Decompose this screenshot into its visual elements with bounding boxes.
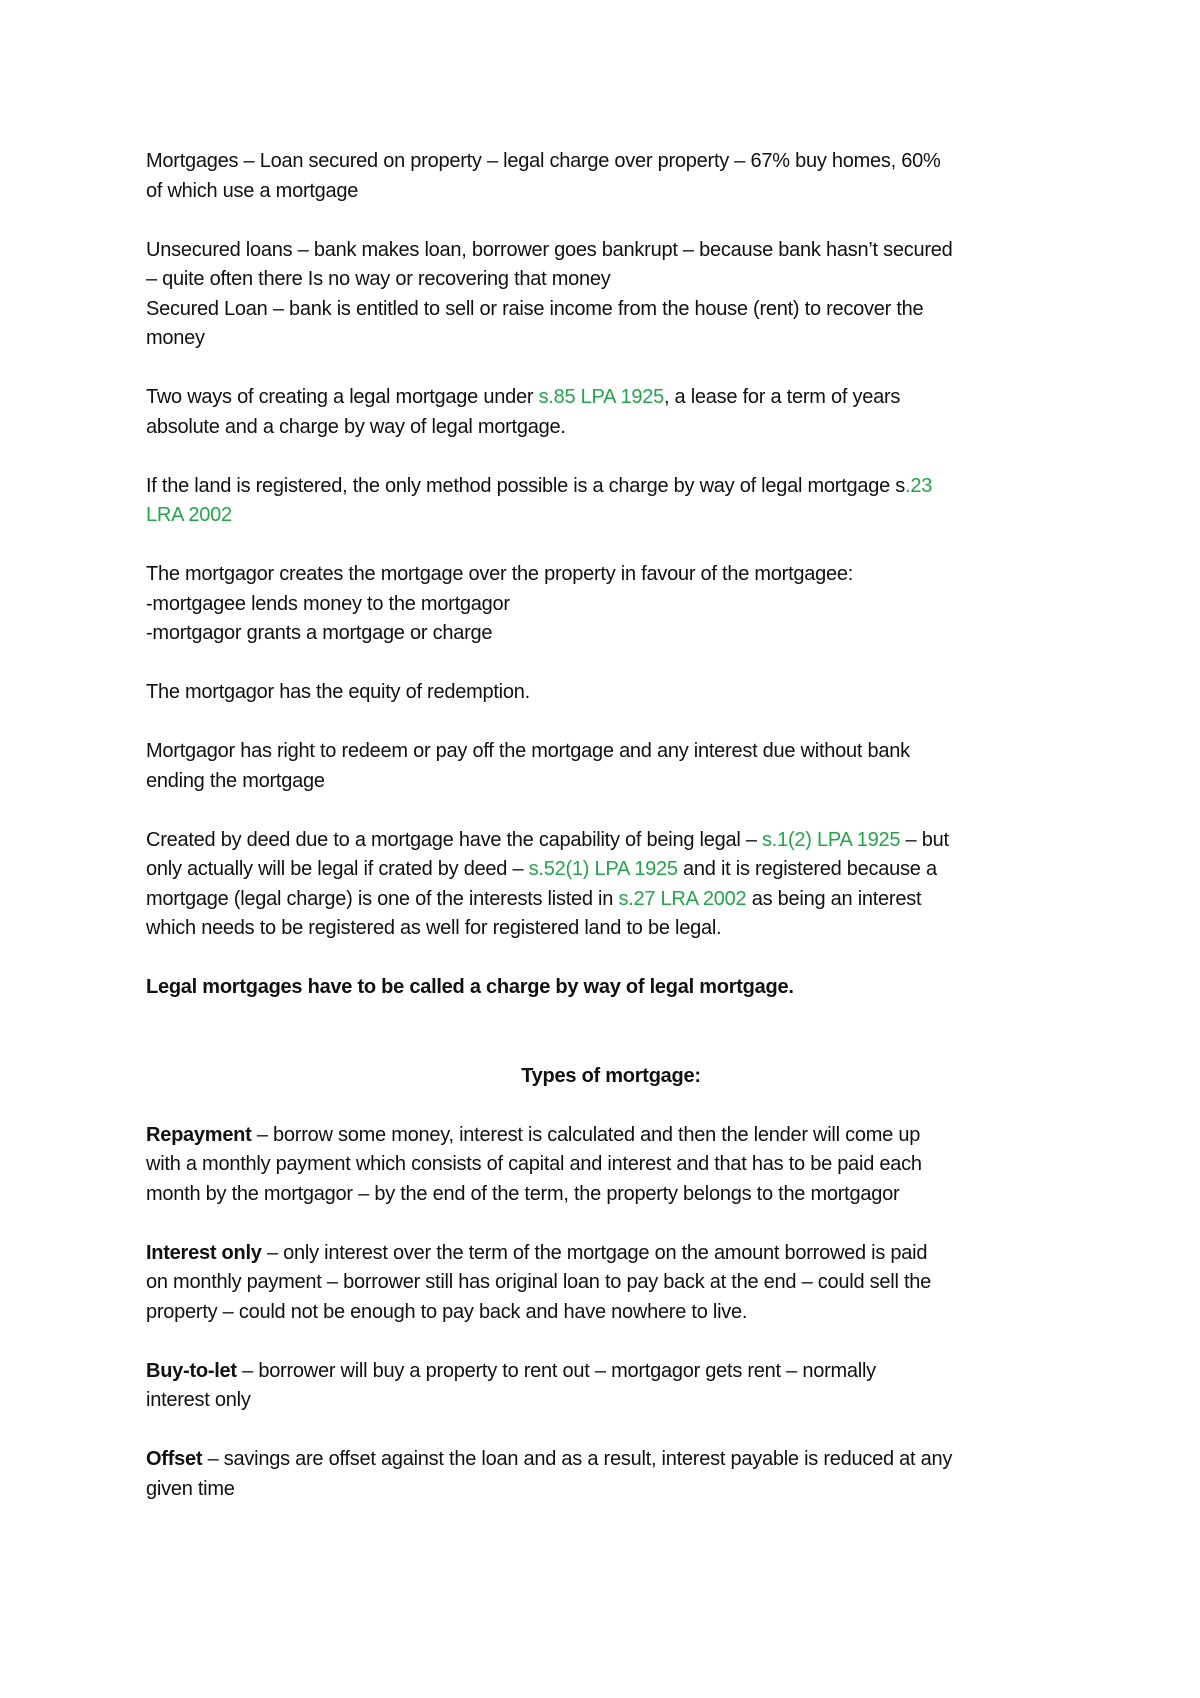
paragraph-equity-of-redemption [146,678,1076,708]
statute-reference: s.52(1) LPA 1925 [528,858,678,880]
text-line: Mortgages – Loan secured on property – legal charge over property – 67% buy homes, 60% [146,150,941,172]
text-line [146,1357,1076,1387]
term-label: Offset [146,1448,203,1470]
text-line: which needs to be registered as well for registered land to be legal. [146,917,722,939]
text-line [146,383,1076,413]
list-item: -mortgagor grants a mortgage or charge [146,622,493,644]
document-body [146,147,1076,1534]
text-segment: mortgage (legal charge) is one of the interests listed in [146,887,619,910]
text-segment: as being an interest [746,887,922,910]
text-line: absolute and a charge by way of legal mortgage. [146,415,566,438]
text-line: Mortgagor has right to redeem or pay off the mortgage and any interest due without bank [146,740,910,762]
term-label: Buy-to-let [146,1359,237,1382]
paragraph-two-ways [146,383,1076,442]
text-segment: , a lease for a term of years [663,386,901,408]
text-line: of which use a mortgage [146,179,359,202]
paragraph-repayment [146,1121,1076,1210]
text-segment: – borrow some money, interest is calculated and then the lender will come up [251,1123,921,1146]
paragraph-secured-unsecured [146,236,1076,354]
text-line: Unsecured loans – bank makes loan, borrower goes bankrupt – because bank hasn’t secured [146,238,953,261]
text-line [146,826,1076,856]
text-line [146,1445,1076,1475]
text-line: on monthly payment – borrower still has original loan to pay back at the end – could sell the [146,1271,931,1293]
text-segment: – only interest over the term of the mortgage on the amount borrowed is paid [261,1241,928,1264]
paragraph-registered-land [146,472,1076,531]
section-heading: Types of mortgage: [521,1064,701,1087]
text-line: with a monthly payment which consists of capital and interest and that has to be paid each [146,1153,922,1175]
statute-reference: LRA 2002 [146,504,232,526]
statute-reference: s.27 LRA 2002 [618,887,747,910]
text-line: The mortgagor has the equity of redemption. [146,681,530,703]
paragraph-right-to-redeem [146,737,1076,796]
statute-reference: .23 [905,474,933,497]
term-label: Interest only [146,1241,262,1264]
list-item: -mortgagee lends money to the mortgagor [146,592,510,615]
text-line: month by the mortgagor – by the end of the term, the property belongs to the mortgagor [146,1182,900,1205]
paragraph-mortgagor-creates [146,560,1076,649]
text-line [146,1121,1076,1151]
text-line: interest only [146,1389,251,1411]
text-line [146,885,1076,915]
text-line: money [146,327,205,349]
statute-reference: s.85 LPA 1925 [538,386,664,408]
text-segment: – savings are offset against the loan and as a result, interest payable is reduced at any [202,1448,953,1470]
text-line [146,472,1076,502]
paragraph-offset [146,1445,1076,1504]
text-segment: – but [900,828,949,851]
text-segment: – borrower will buy a property to rent out – mortgagor gets rent – normally [236,1359,876,1382]
text-segment: only actually will be legal if crated by deed – [146,858,529,880]
bold-statement: Legal mortgages have to be called a charge by way of legal mortgage. [146,976,794,998]
statute-reference: s.1(2) LPA 1925 [762,828,901,851]
paragraph-buy-to-let [146,1357,1076,1416]
text-line: Secured Loan – bank is entitled to sell or raise income from the house (rent) to recover the [146,297,924,320]
text-segment: and it is registered because a [677,858,937,880]
text-line: property – could not be enough to pay back and have nowhere to live. [146,1300,748,1323]
text-segment: Created by deed due to a mortgage have the capability of being legal – [146,828,763,851]
term-label: Repayment [146,1123,252,1146]
paragraph-created-by-deed [146,826,1076,944]
paragraph-legal-mortgages-bold [146,973,1076,1003]
text-line [146,1239,1076,1269]
text-segment: Two ways of creating a legal mortgage under [146,386,539,408]
text-line: given time [146,1477,235,1500]
paragraph-mortgages-intro [146,147,1076,206]
paragraph-interest-only [146,1239,1076,1328]
text-line: – quite often there Is no way or recovering that money [146,268,611,290]
text-line: The mortgagor creates the mortgage over the property in favour of the mortgagee: [146,563,854,585]
text-line: ending the mortgage [146,769,325,792]
spacer [146,1032,1076,1062]
text-line [146,855,1076,885]
section-heading-wrap [146,1062,1076,1092]
text-segment: If the land is registered, the only method possible is a charge by way of legal mortgage s [146,474,906,497]
